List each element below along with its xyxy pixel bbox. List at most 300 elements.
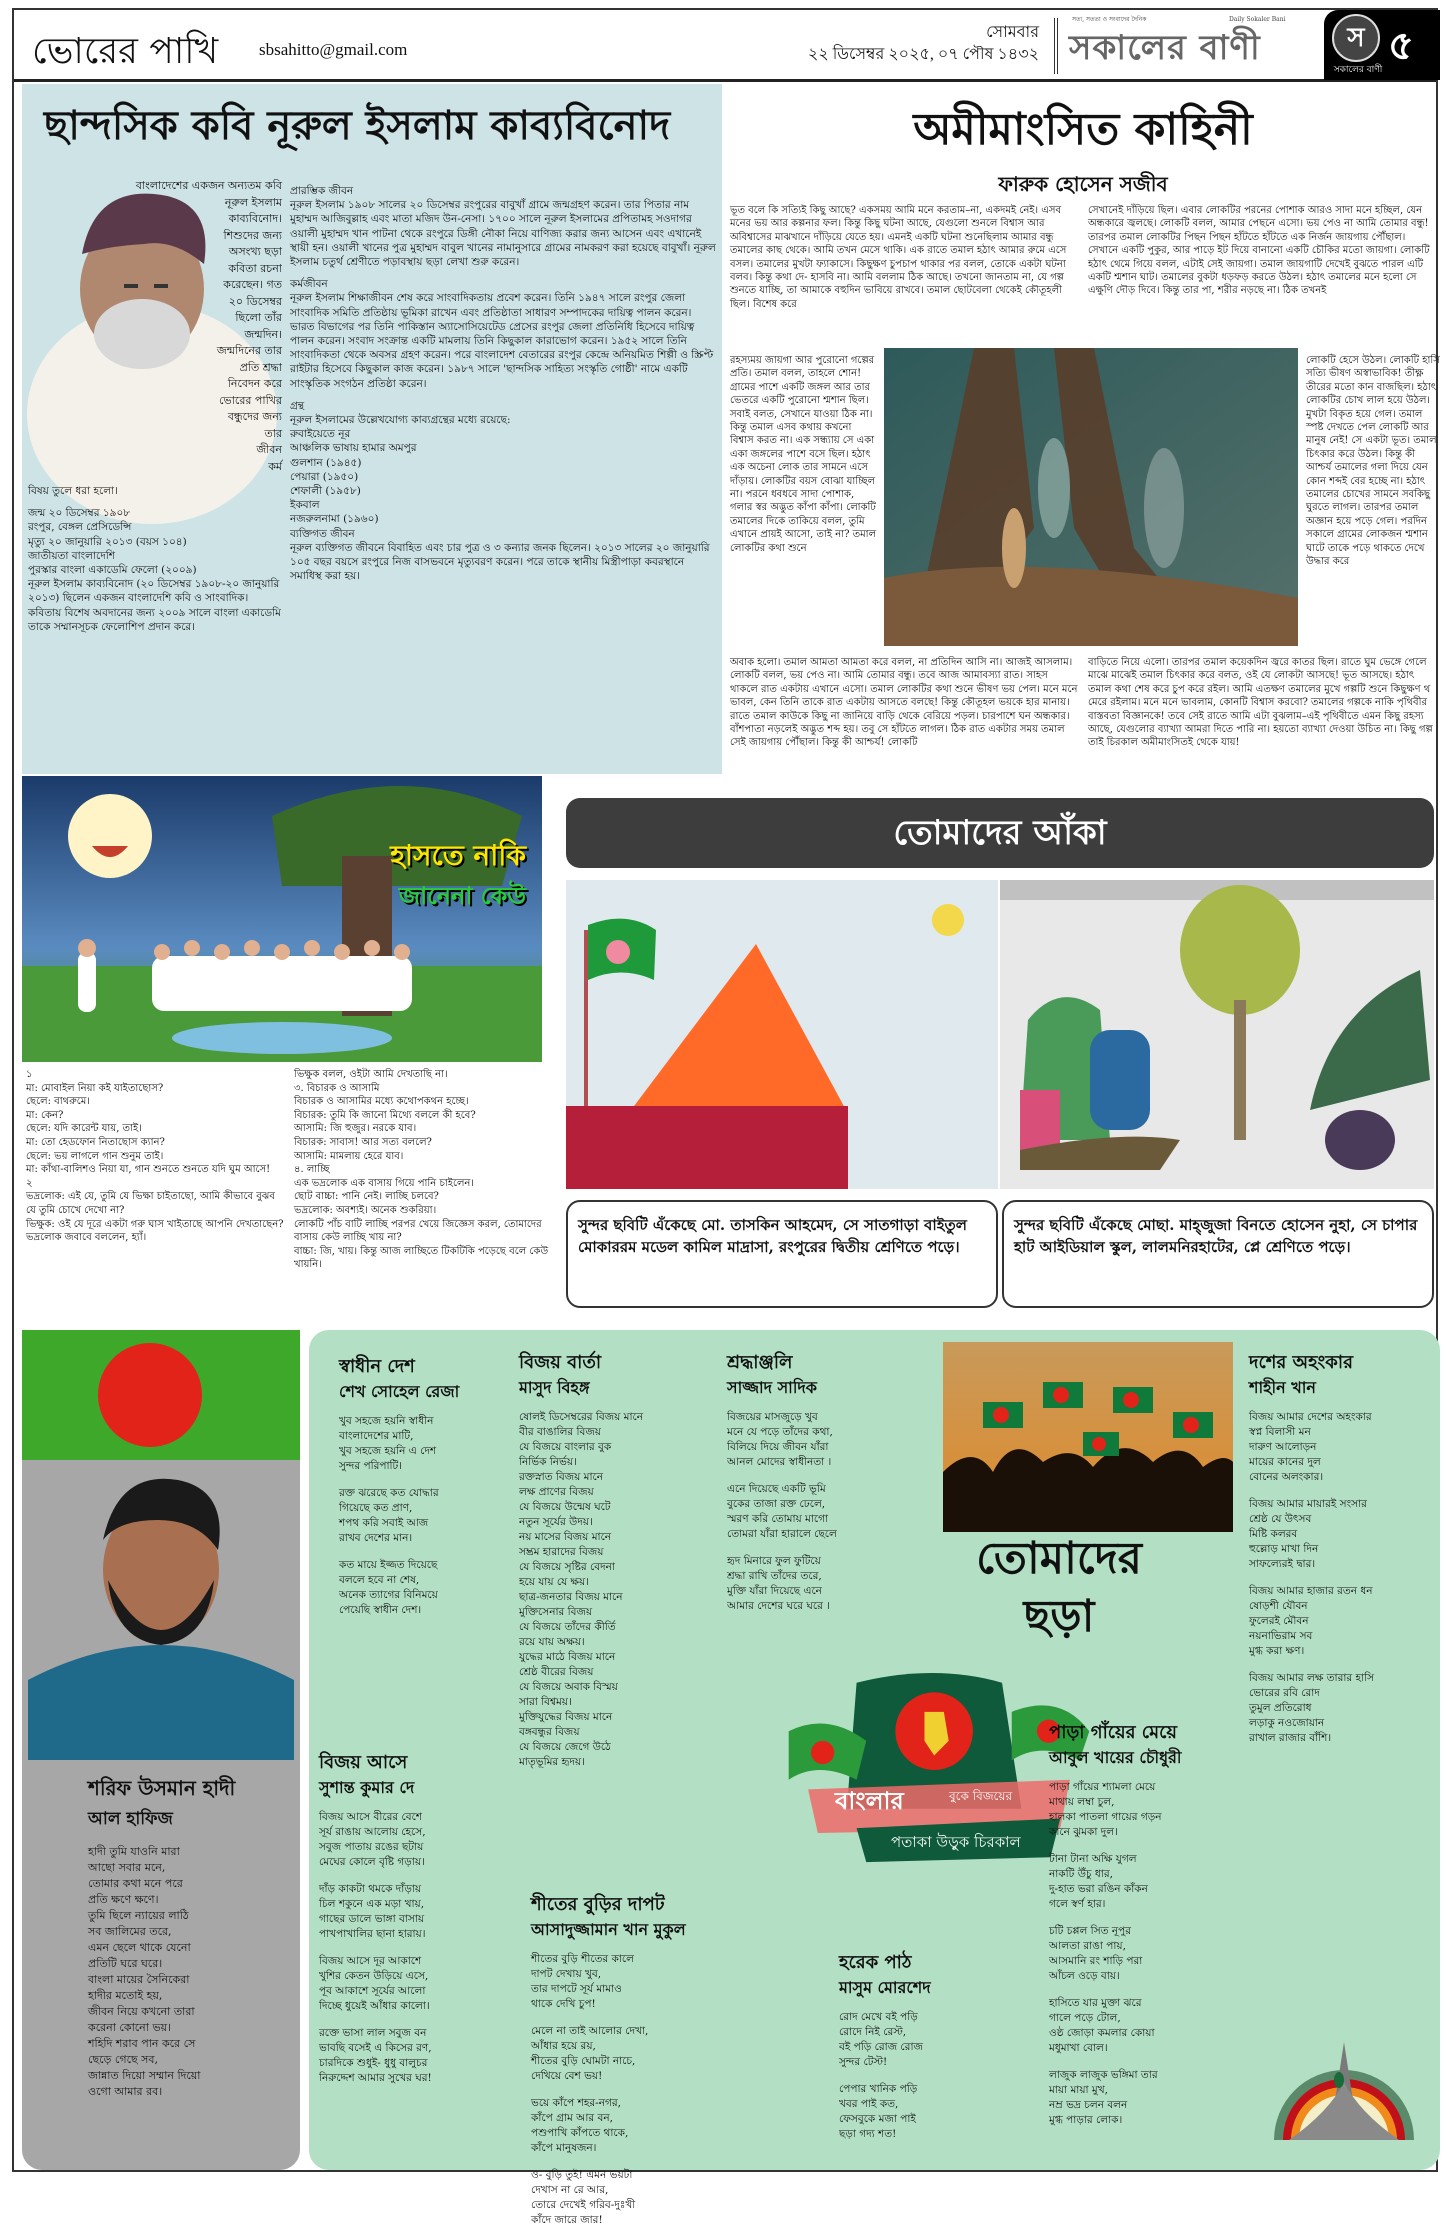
poem-line: দারুণ আলোড়ন <box>1249 1441 1317 1453</box>
fact-line: জন্ম ২০ ডিসেম্বর ১৯০৮ <box>28 507 131 520</box>
poem-line: মেঘের কোলে বৃষ্টি গড়ায়। <box>319 1856 425 1868</box>
intro-line: প্রতি শ্রদ্ধা <box>239 360 282 374</box>
poem-line: বই পড়ি রোজ রোজ <box>839 2041 923 2053</box>
story-article <box>726 84 1440 774</box>
poem-author: আল হাফিজ <box>88 1809 173 1829</box>
story-paragraph: বাড়িতে নিয়ে এলো। তারপর তমাল কয়েকদিন জ্বরে কাতর ছিল। রাতে ঘুম ভেঙ্গে গেলে মাঝে মাঝেই তমাল চিৎকার করে বলত, ওই যে লোকটা আসছে! ভূত আসছে। হঠাৎ তমাল কথা শেষ করে চুপ করে রইল। আমি এতক্ষণ তমালের মুখে গল্পটি শুনে কিছুক্ষণ থ মেরে রইলাম। মনে মনে ভাবলাম, কোনটি বিশ্বাস করবো? তমালের গল্পকে নাকি পৃথিবীর বাস্তবতা বিজ্ঞানকে! তবে সেই রাতে আমি এটা বুঝলাম–এই পৃথিবীতে এমন কিছু রহস্য আছে, যেগুলোর ব্যাখ্যা আমরা দিতে পারি না। হয়তো ব্যাখ্যা দেওয়া উচিত না। কিছু গল্প তাই চিরকাল অমীমাংসিতই থেকে যায়! <box>1088 657 1433 749</box>
poem-line: বিজয় আমার লক্ষ তারার হাসি <box>1249 1672 1375 1684</box>
personal-text: নূরুল ব্যক্তিগত জীবনে বিবাহিত এবং চার পুত্র ও ৩ কন্যার জনক ছিলেন। ২০১৩ সালের ২০ জানুয়ারি ১০৫ বছর বয়সে রংপুরে নিজ বাসভবনে মৃত্যুবরণ করেন। পরে তাকে স্থানীয় মিস্ত্রীপাড়া কবরস্থানে সমাধিস্থ করা হয়। <box>290 541 710 583</box>
poem-line: বিজয় আমার মায়ারই সংসার <box>1249 1498 1367 1510</box>
poem-line: পাড়া গাঁয়ের শ্যামলা মেয়ে <box>1049 1781 1156 1793</box>
joke-line: মা: মোবাইল নিয়া কই যাইতাছোস? <box>26 1082 164 1094</box>
poem-line: হাদী তুমি যাওনি মারা <box>88 1845 180 1858</box>
poem-line: খুব সহজে হয়নি এ দেশ <box>339 1445 437 1457</box>
poem-line: মুক্তিসেনার বিজয় <box>519 1606 593 1618</box>
poem-line: হাসিতে যার মুক্তা ঝরে <box>1049 1997 1142 2009</box>
poem-line: মেলে না তাই আলোর দেখা, <box>531 2025 649 2037</box>
poem-line: যে বিজয়ে সৃষ্টির বেদনা <box>519 1561 615 1573</box>
intro-line: ছিলো তাঁর <box>235 311 282 324</box>
joke-line: মা: তো হেডফোন নিতাছোস ক্যান? <box>26 1136 165 1148</box>
poem-line: রক্তস্নাত বিজয় মানে <box>519 1471 604 1483</box>
joke-line: ভদ্রলোক: অবশ্যই। অনেক শুকরিয়া। <box>294 1204 437 1216</box>
poem-line: গালে পড়ে টোল, <box>1049 2012 1121 2024</box>
poem-stanza <box>1049 2068 1249 2128</box>
poem-line: শহিদি শরাব পান করে সে <box>88 2037 196 2050</box>
poem-line: কাঁপে গ্রাম আর বন, <box>531 2112 613 2124</box>
poem-line: আঁচল ওড়ে বায়। <box>1049 1970 1120 1982</box>
intro-line: করেছেন। গত <box>223 278 282 291</box>
poem-line: গাছের ডালে ভাঙ্গা বাসায় <box>319 1913 425 1925</box>
poem-line: লাজুক লাজুক ভঙ্গিমা তার <box>1049 2069 1158 2081</box>
story-paragraph: অবাক হলো। তমাল আমতা আমতা করে বলল, না প্রতিদিন আসি না। আজই আসলাম। লোকটি বলল, ভয় পেও না। আমি তোমার বন্ধু। তবে আজ আমাবস্যা রাত। সাহস থাকলে রাত একটায় এখানে এসো। তমাল লোকটির কথা শুনে ভীষণ ভয় পেল। মনে মনে ভাবল, কেন তিনি তাকে রাত একটায় আসতে বলছে! কিন্তু কৌতূহল ভয়কে হার মানায়। রাতে তমাল কাউকে কিছু না জানিয়ে বাড়ি থেকে বেরিয়ে পড়ল। চারপাশে ঘন অন্ধকার। বাঁশপাতা নড়লেই অদ্ভুত শব্দ হয়। তবু সে হাঁটতে লাগল। ঠিক রাত একটার সময় তমাল সেই জায়গায় পৌঁছাল। কিন্তু কী আশ্চর্য! লোকটি <box>730 657 1078 749</box>
poem-line: রক্তে ভাসা লাল সবুজ বন <box>319 2027 427 2039</box>
poem-title: শরিফ উসমান হাদী <box>88 1776 236 1800</box>
poem-line: মিষ্টি কলরব <box>1249 1528 1298 1540</box>
poet-intro <box>122 178 282 475</box>
poem-line: প্রতি ক্ষণে ক্ষণে। <box>88 1893 159 1906</box>
poem-line: পেয়েছি স্বাধীন দেশ। <box>339 1604 422 1616</box>
poem-title: শ্রদ্ধাঞ্জলি <box>727 1352 793 1373</box>
poem-line: বিজয় আমার দেশের অহংকার <box>1249 1411 1372 1423</box>
logo-english: Daily Sokaler Bani <box>1229 16 1286 23</box>
poem-line: বোনের অলংকার। <box>1249 1471 1324 1483</box>
personal-heading: ব্যক্তিগত জীবন <box>290 527 355 540</box>
drawing-caption-2: সুন্দর ছবিটি এঁকেছে মোছা. মাহ্জুজা বিনতে হোসেন নুহা, সে চাপার হাট আইডিয়াল স্কুল, লালমনিরহাটের, প্লে শ্রেণিতে পড়ে। <box>1002 1200 1434 1308</box>
badge-caption: সকালের বাণী <box>1333 65 1383 75</box>
poem-line: তোমার কথা মনে পরে <box>88 1877 183 1890</box>
poem-line: চিল শকুনে এক মড়া খায়, <box>319 1898 425 1910</box>
poem-stanza <box>319 1810 514 1870</box>
poem-line: রয়ে যায় অক্ষয়। <box>519 1636 585 1648</box>
poem-line: মাথায় লম্বা চুল, <box>1049 1796 1115 1808</box>
poem-line: তুমি ছিলে ন্যায়ের লাঠি <box>88 1909 189 1922</box>
poem-line: মুগ্ধ পাড়ার লোক। <box>1049 2114 1123 2126</box>
poem <box>839 1950 1009 2154</box>
poem-line: বাংলাদেশের মাটি, <box>339 1430 414 1442</box>
joke-line: ৩. বিচারক ও আসামি <box>294 1082 380 1094</box>
poem-author: শাহীন খান <box>1249 1378 1316 1397</box>
poem-line: শীতের বুড়ি ঘোমটা নাচে, <box>531 2055 636 2067</box>
issue-date-text: ২২ ডিসেম্বর ২০২৫, ০৭ পৌষ ১৪৩২ <box>807 46 1039 63</box>
poem-line: তার দাপটে সূর্য মামাও <box>531 1983 622 1995</box>
story-paragraph: রহস্যময় জায়গা আর পুরোনো গল্পের প্রতি। তমাল বলল, তাহলে শোন! গ্রামের পাশে একটি জঙ্গল আর তার ভেতরে একটি পুরোনো শ্মশান ছিল। সবাই বলত, সেখানে যাওয়া ঠিক না। কিন্তু তমাল এসব কথায় কখনো বিশ্বাস করত না। এক সন্ধ্যায় সে একা একা জঙ্গলের পাশে বসে ছিল। হঠাৎ এক অচেনা লোক তার সামনে এসে দাঁড়ায়। লোকটির বয়স বোঝা যাচ্ছিল না। পরনে ধবধবে সাদা পোশাক, গলার স্বর অদ্ভুত কাঁপা কাঁপা। লোকটি তমালের দিকে তাকিয়ে বলল, তুমি এখানে প্রায়ই আসো, তাই না? তমাল লোকটির কথা শুনে <box>730 355 877 554</box>
poem-stanza <box>839 2010 1009 2070</box>
poem-stanza <box>88 1844 200 1908</box>
joke-line: ৪. লাচ্ছি <box>294 1164 330 1176</box>
poem-line: থাকে দেখি চুপ! <box>531 1998 596 2010</box>
poem-line: পূব আকাশে সূর্যের আলো <box>319 1985 426 1997</box>
poem-line: লক্ষ প্রাণের বিজয় <box>519 1486 594 1498</box>
poem-author: আবুল খায়ের চৌধুরী <box>1049 1748 1182 1767</box>
poet-biography <box>290 184 718 583</box>
poem-stanza <box>1249 1497 1434 1572</box>
poem-line: সব জালিমের তরে, <box>88 1925 172 1938</box>
poem-line: রক্ত ঝরেছে কত যোদ্ধার <box>339 1487 439 1499</box>
intro-line: ভোরের পাখির <box>219 393 282 407</box>
poem-line: যুদ্ধের মাঠে বিজয় মানে <box>519 1651 616 1663</box>
poem-line: জীবন নিয়ে কখনো তারা <box>88 2005 195 2018</box>
book-item: পেয়ারা (১৯৫০) <box>290 470 359 483</box>
poem-line: সারা বিশ্বময়। <box>519 1696 572 1708</box>
poem-author: আসাদুজ্জামান খান মুকুল <box>531 1920 686 1939</box>
poem-stanza <box>1049 1780 1249 1840</box>
poem-line: নাকটি উঁচু ধার, <box>1049 1868 1113 1880</box>
poem-stanza <box>839 2082 1009 2142</box>
joke-line: বিচারক: সাবাস! আর সত্য বললে? <box>294 1136 432 1148</box>
poem-line: ছাত্র-জনতার বিজয় মানে <box>519 1591 623 1603</box>
poem-line: মনে যে পড়ে তাঁদের কথা, <box>727 1426 833 1438</box>
intro-line: ২০ ডিসেম্বর <box>228 294 282 308</box>
poem-line: শ্রেষ্ঠ যে উৎসব <box>1249 1513 1312 1525</box>
poem-stanza <box>88 1972 200 2036</box>
poem-line: প্রতিটি ঘরে ঘরে। <box>88 1957 163 1970</box>
poem-line: যে বিজয়ে বাংলার বুক <box>519 1441 612 1453</box>
joke-line: ছেলে: ভয় লাগলে গান শুনুম তাই। <box>26 1150 164 1162</box>
poem-line: চারদিকে শুধুই- ধুধু বালুচর <box>319 2057 428 2069</box>
poem <box>319 1750 514 2098</box>
intro-line: জীবন <box>256 443 282 456</box>
image-title-line1: হাসতে নাকি <box>390 839 526 872</box>
poem-line: সুন্দর টেস্ট! <box>839 2056 888 2068</box>
bangladesh-flag-image <box>22 1330 300 1460</box>
poem-stanza <box>727 1410 927 1470</box>
poem <box>727 1350 927 1626</box>
poem-line: শীতের বুড়ি শীতের কালে <box>531 1953 634 1965</box>
poem-line: তোরে দেখেই গরিব-দুঃখী <box>531 2199 636 2211</box>
masthead <box>14 10 1436 82</box>
poet-facts <box>28 484 283 634</box>
poem-line: রোদে নিই রেস্ট, <box>839 2026 907 2038</box>
book-item: ইকবাল <box>290 499 320 512</box>
portrait-photo <box>28 1460 294 1760</box>
joke-line: লোকটি পাঁচ বাটি লাচ্ছি পরপর খেয়ে জিজ্ঞেস করল, তোমাদের বাসায় কেউ লাচ্ছি খায় না? <box>294 1218 542 1244</box>
story-headline: অমীমাংসিত কাহিনী <box>913 104 1253 155</box>
intro-line: নূরুল ইসলাম <box>224 195 282 209</box>
joke-line: মা: কাঁথা-বালিশও নিয়া যা, গান শুনতে শুনতে যদি ঘুম আসে! <box>26 1164 271 1176</box>
intro-tail: বিষয় তুলে ধরা হলো। <box>28 485 118 497</box>
jokes-column-2 <box>294 1068 552 1272</box>
poem-line: খুশির কেতন উড়িয়ে এসে, <box>319 1970 429 1982</box>
poem-author: সুশান্ত কুমার দে <box>319 1778 415 1797</box>
poem-line: এনে দিয়েছে একটি ভূমি <box>727 1483 826 1495</box>
joke-line: ভিক্ষুক বলল, ওইটা আমি দেখতাছি না। <box>294 1069 448 1080</box>
joke-line: বিচারক ও আসামির মধ্যে কথোপকথন হচ্ছে। <box>294 1096 469 1108</box>
poem-line: অনেক ত্যাগের বিনিময়ে <box>339 1589 438 1601</box>
poem-title: দশের অহংকার <box>1249 1352 1354 1373</box>
poem <box>531 1892 761 2240</box>
joke-line: ১ <box>26 1069 33 1080</box>
poem-line: হালকা পাতলা গায়ের গড়ন <box>1049 1811 1162 1823</box>
drawings-section <box>562 776 1440 1321</box>
intro-line: নিবেদন করে <box>227 377 282 390</box>
poem-line: আমার দেশের ঘরে ঘরে । <box>727 1600 830 1612</box>
newspaper-page <box>12 8 1440 2226</box>
poem-line: কত মায়ে ইজ্জত দিয়েছে <box>339 1559 438 1571</box>
poem-line: খবর পাই কত, <box>839 2098 899 2110</box>
poem-stanza <box>727 1554 927 1614</box>
poem-line: শ্রদ্ধা রাখি তাঁদের তরে, <box>727 1570 822 1582</box>
poem-line: টানা টানা অক্ষি যুগল <box>1049 1853 1137 1865</box>
poem-line: হুল্লোড় মাখা দিন <box>1249 1543 1319 1555</box>
drawing-caption-1: সুন্দর ছবিটি এঁকেছে মো. তাসকিন আহমেদ, সে সাতগাড়া বাইতুল মোকাররম মডেল কামিল মাদ্রাসা, রংপুরের দ্বিতীয় শ্রেণিতে পড়ে। <box>566 1200 998 1308</box>
banner-line2: বুকে বিজয়ের <box>949 1789 1013 1803</box>
poem-stanza <box>727 1482 927 1542</box>
poem-line: গিয়েছে কত প্রাণ, <box>339 1502 413 1514</box>
poem-line: কাঁদে জারে জার! <box>531 2214 603 2226</box>
fact-line: মৃত্যু ২০ জানুয়ারি ২০১৩ (বয়স ১০৪) <box>28 535 187 548</box>
logo-emblem-icon: স <box>1332 14 1380 62</box>
rhymes-section-title <box>969 1530 1149 1646</box>
intro-line: কবিতা রচনা <box>228 261 282 275</box>
poem-line: শ্রেষ্ঠ বীরের বিজয় <box>519 1666 594 1678</box>
flag-crowd-image <box>943 1342 1233 1532</box>
poem-line: ছড়া গদ্য শত! <box>839 2128 897 2140</box>
poem-stanza <box>1249 1584 1434 1659</box>
poem-line: ফুলেরই মৌবন <box>1249 1615 1309 1627</box>
poem-line: ও- বুড়ি তুই! এমন ভয়টা <box>531 2169 633 2181</box>
poem-line: বিজয় আমার হাজার রতন ধন <box>1249 1585 1373 1597</box>
joke-line: ভদ্রলোক জবাবে বললেন, হ্যাঁ। <box>26 1232 147 1244</box>
book-item: রুবাইয়েতে নূর <box>290 428 351 441</box>
poem-line: পাখপাখালির ছানা হারায়। <box>319 1928 426 1940</box>
rhymes-title-line2: ছড়া <box>1023 1591 1095 1642</box>
poem-line: বিজয় আসে দূর আকাশে <box>319 1955 422 1967</box>
poem-line: দাঁড় কাকটা থমকে দাঁড়ায় <box>319 1883 422 1895</box>
laughing-kids-illustration <box>22 776 542 1062</box>
poem-line: ষোলই ডিসেম্বরের বিজয় মানে <box>519 1411 644 1423</box>
poem-line: মায়া মায়া মুখ, <box>1049 2084 1108 2096</box>
drawing-martyr-monument <box>566 880 998 1189</box>
poem-line: আলতা রাঙা পায়, <box>1049 1940 1126 1952</box>
poem-line: স্বপ্ন বিলাসী মন <box>1249 1426 1311 1438</box>
poem-stanza <box>319 1882 514 1942</box>
poem-line: মুক্তি যাঁরা দিয়েছে এনে <box>727 1585 822 1597</box>
joke-line: মা: কেন? <box>26 1109 64 1121</box>
poem-line: বঙ্গবন্ধুর বিজয় <box>519 1726 580 1738</box>
poem-line: রোদ মেখে বই পড়ি <box>839 2011 918 2023</box>
joke-line: ২ <box>26 1177 33 1189</box>
story-paragraph: ভূত বলে কি সত্যিই কিছু আছে? একসময় আমি মনে করতাম–না, একদমই নেই। এসব মনের ভয় আর কল্পনার ফল। কিন্তু কিছু ঘটনা আছে, যেগুলো শুনলে বিশ্বাস আর অবিশ্বাসের মাঝখানে দাঁড়িয়ে যেতে হয়। এমনই একটি ঘটনা শুনেছিলাম আমার বন্ধু তমালের কাছ থেকে। আমি তখন মেসে থাকি। এক রাতে তমাল হঠাৎ আমার রুমে এসে বসল। তমালের মুখটা ফ্যাকাসে। কিছুক্ষণ চুপচাপ থাকার পর বলল, তোকে একটা ঘটনা বলব। কিন্তু কথা দে- হাসবি না। আমি বললাম ঠিক আছে। তখনো জানতাম না, যে গল্প শুনতে যাচ্ছি, তা আমাকে বহুদিন ভাবিয়ে রাখবে। তমাল ছোটবেলা থেকেই কৌতূহলী ছিল। বিশেষ করে <box>730 205 1067 310</box>
issue-date <box>794 22 1039 66</box>
poem-stanza <box>531 2168 761 2228</box>
book-item: নজরুলনামা (১৯৬০) <box>290 513 379 526</box>
poem-line: মুগ্ধ করা ক্ষণ। <box>1249 1645 1305 1657</box>
poem-stanza <box>1249 1671 1434 1746</box>
joke-line: বাচ্চা: জি, খায়। কিন্তু আজ লাচ্ছিতে টিকটিকি পড়েছে বলে কেউ খায়নি। <box>294 1245 549 1271</box>
poem-line: মুক্তিযুদ্ধের বিজয় মানে <box>519 1711 613 1723</box>
intro-line: বাংলাদেশের একজন অন্যতম কবি <box>135 179 282 192</box>
poem-line: হাদীর মতোই হয়, <box>88 1989 163 2002</box>
poem-line: দেখিয়ে বেশ ভয়! <box>531 2070 603 2082</box>
early-life-text: নূরুল ইসলাম ১৯০৮ সালের ২০ ডিসেম্বর রংপুরের বাবুখাঁ গ্রামে জন্মগ্রহণ করেন। তার পিতার নাম মুহাম্মদ আজিবুল্লাহ এবং মাতা মজিদ উন-নেসা। ১৭০০ সালে নূরুল ইসলামের প্রপিতামহ সওদাগর ওয়ালী মুহাম্মদ খান পাটনা থেকে রংপুরে ডিঙ্গী নৌকা নিয়ে বাণিজ্য করার জন্য আসেন এবং এখানেই স্থায়ী হন। ওয়ালী খানের পুত্র মুহাম্মদ বাবুল খানের নামানুসারে গ্রামের নামকরণ করা হয়েছে বাবুখাঁ। নূরুল ইসলাম চতুর্থ শ্রেণীতে পড়াবস্থায় ছড়া লেখা শুরু করেন। <box>290 199 716 269</box>
poem-title: পাড়া গাঁয়ের মেয়ে <box>1049 1722 1177 1743</box>
poem-line: করেনা কোনো ভয়। <box>88 2021 172 2034</box>
rhymes-section <box>309 1330 1440 2226</box>
section-title: ভোরের পাখি <box>32 31 219 72</box>
poem-line: ভাবছি বসেই এ কিসের রণ, <box>319 2042 432 2054</box>
poem-line: বাংলা মায়ের সৈনিকেরা <box>88 1973 190 1986</box>
national-memorial-emblem <box>1269 2022 1419 2142</box>
poem-line: এমন ছেলে থাকে যেনো <box>88 1941 191 1954</box>
story-paragraph: সেখানেই দাঁড়িয়ে ছিল। এবার লোকটির পরনের পোশাক আরও সাদা মনে হচ্ছিল, যেন অন্ধকারে জ্বলছে। লোকটি বলল, আমার পেছনে এসো। ভয় পেও না আমি তোমার বন্ধু! তারপর তমাল লোকটির পিছন পিছন হাঁটতে হাঁটতে এক নির্জন জায়গায় পৌঁছাল। সেখানে একটি পুকুর, আর পাড়ে ইট দিয়ে বানানো একটি চৌকির মতো জায়গা। লোকটি হঠাৎ থেমে গিয়ে বলল, এটাই সেই জায়গা। তমাল জায়গাটি দেখেই বুঝতে পারল এটি একটি শ্মশান ঘাট। তমালের বুকটা ধড়ফড় করতে উঠল। হঠাৎ তমালের মনে হলো সে এক্ষুণি দৌড় দিবে। কিন্তু তার পা, শরীর নড়ছে না। ঠিক তখনই <box>1088 205 1430 297</box>
poem <box>1249 1350 1434 1758</box>
joke-line: ছেলে: বাথরুমে। <box>26 1096 90 1108</box>
intro-line: কর্ম <box>268 459 282 473</box>
page-number: ৫ <box>1388 22 1414 69</box>
poem-line: পেপার খানিক পড়ি <box>839 2083 918 2095</box>
poem-title: স্বাধীন দেশ <box>339 1356 415 1377</box>
joke-line: আসামি: জি হুজুর। নরকে যাব। <box>294 1123 417 1135</box>
jokes-column-1 <box>26 1068 284 1245</box>
poem-line: নয়নাভিরাম সব <box>1249 1630 1313 1642</box>
joke-line: ভিক্ষুক: ওই যে দূরে একটা গরু ঘাস খাইতাছে আপনি দেখতাছেন? <box>26 1218 284 1230</box>
poem-stanza <box>1049 1996 1249 2056</box>
poem-line: সূর্য রাঙায় আলোয় হেসে, <box>319 1826 426 1838</box>
poem-line: ভয়ে কাঁপে শহর-নগর, <box>531 2097 621 2109</box>
poem-line: হয়ে যায় যে ক্ষয়। <box>519 1576 589 1588</box>
poem-author: শেখ সোহেল রেজা <box>339 1382 460 1401</box>
poem-line: নম্র ভদ্র চলন বলন <box>1049 2099 1128 2111</box>
poem-stanza <box>1049 1924 1249 1984</box>
poem-line: ওষ্ঠ জোড়া কমলার কোয়া <box>1049 2027 1155 2039</box>
poem-line: সবুজ পাতায় রঙের ছটায় <box>319 1841 424 1853</box>
poet-headline: ছান্দসিক কবি নূরুল ইসলাম কাব্যবিনোদ <box>44 102 671 149</box>
ghost-tree-illustration <box>884 348 1298 646</box>
poem-line: রাখব দেশের মান। <box>339 1532 413 1544</box>
poem-line: যে বিজয়ে জেগে উঠে <box>519 1741 611 1753</box>
poem-author: মাসুদ বিহঙ্গ <box>519 1378 590 1397</box>
poem-line: সুন্দর পরিপাটি। <box>339 1460 403 1472</box>
intro-line: অসংখ্য ছড়া <box>228 245 282 258</box>
poem-line: বুকের তাজা রক্ত ঢেলে, <box>727 1498 826 1510</box>
poem-line: আঁধার হয়ে রয়, <box>531 2040 596 2052</box>
poem-stanza <box>531 1952 761 2012</box>
rhymes-title-line1: তোমাদের <box>976 1533 1142 1584</box>
poem <box>339 1354 509 1630</box>
career-text: নূরুল ইসলাম শিক্ষাজীবন শেষ করে সাংবাদিকতায় প্রবেশ করেন। তিনি ১৯৪৭ সালে রংপুর জেলা সাংবাদিক সমিতি প্রতিষ্ঠায় ভূমিকা রাখেন এবং প্রতিষ্ঠাতা সাধারণ সম্পাদকের দায়িত্ব পালন করেন। ভারত বিভাগের পর তিনি পাকিস্তান অ্যাসোসিয়েটেড প্রেসের রংপুর জেলা প্রতিনিধি হিসেবে দায়িত্ব পালন করেন। সংবাদ সংক্রান্ত একটি মামলায় তিনি কিছুকাল কারাভোগ করেন। ১৯৫২ সালে তিনি সাংবাদিকতা থেকে অবসর গ্রহণ করেন। পরে বাংলাদেশ বেতারের রংপুর কেন্দ্রে অনিয়মিত শিল্পী ও স্ক্রিপ্ট রাইটার হিসেবে কিছুকাল কাজ করেন। ১৯৮৭ সালে 'ছান্দসিক সাহিত্য সংস্কৃতি গোষ্ঠী' নামে একটি সাংস্কৃতিক সংগঠন প্রতিষ্ঠা করেন। <box>290 292 714 390</box>
poem-line: যে বিজয়ে উন্মেষ ঘটে <box>519 1501 611 1513</box>
poem-line: বীর বাঙালির বিজয় <box>519 1426 601 1438</box>
poem-title: শীতের বুড়ির দাপট <box>531 1894 665 1915</box>
joke-line: ভদ্রলোক: এই যে, তুমি যে ভিক্ষা চাইতাছো, আমি কীভাবে বুঝব যে তুমি চোখে দেখো না? <box>26 1191 275 1216</box>
intro-line: জন্মদিনের তার <box>216 344 282 357</box>
poem-line: বিলিয়ে দিয়ে জীবন যাঁরা <box>727 1441 829 1453</box>
poem-line: জান্নাত দিয়ো সম্মান দিয়ো <box>88 2069 201 2082</box>
career-heading: কর্মজীবন <box>290 278 328 291</box>
fact-line: জাতীয়তা বাংলাদেশি <box>28 549 115 562</box>
poem-line: কাঁপে মানুষজন। <box>531 2142 597 2154</box>
poem-stanza <box>88 1908 200 1972</box>
tribute-panel <box>22 1330 300 2170</box>
banner-line3: পতাকা উড়ুক চিরকাল <box>891 1833 1021 1851</box>
intro-line: জন্মদিন। <box>244 327 282 341</box>
poet-article <box>22 84 722 774</box>
poem-line: নয় মাসের বিজয় মানে <box>519 1531 612 1543</box>
poem-line: ওগো আমার রব। <box>88 2085 163 2098</box>
poem-line: আছো সবার মনে, <box>88 1861 166 1874</box>
poem-body <box>88 1844 200 2100</box>
banner-line1: বাংলার <box>835 1786 904 1815</box>
poem-line: আনল মোদের স্বাধীনতা । <box>727 1456 832 1468</box>
page-badge <box>1324 10 1440 80</box>
poem-line: তোমরা যাঁরা হারালে ছেলে <box>727 1528 837 1540</box>
contact-email[interactable]: sbsahitto@gmail.com <box>259 40 408 59</box>
intro-line: শিশুদের জন্য <box>223 228 282 242</box>
poem-stanza <box>339 1558 509 1618</box>
poem-line: বিজয়ের মাসজুড়ে খুব <box>727 1411 818 1423</box>
poem-line: ছেড়ে গেছে সব, <box>88 2053 159 2066</box>
poem-line: আসমানি রং শাড়ি পরা <box>1049 1955 1143 1967</box>
poem-line: দাপট দেখায় খুব, <box>531 1968 602 1980</box>
poem-line: নির্ভিক নির্ভয়। <box>519 1456 577 1468</box>
poem-line: তুমুল প্রতিরোধ <box>1249 1702 1312 1714</box>
fact-line: রংপুর, বেঙ্গল প্রেসিডেন্সি <box>28 521 132 534</box>
jokes-section <box>22 776 562 1321</box>
poem-line: পশুপাখি কাঁপতে থাকে, <box>531 2127 629 2139</box>
poem-line: দিচ্ছে ধুয়েই আঁধার কালো। <box>319 2000 430 2012</box>
poem-author: মাসুম মোরশেদ <box>839 1978 931 1997</box>
poem-line: চটি চপ্পল সিত নূপুর <box>1049 1925 1132 1937</box>
drawing-village-trees <box>1000 880 1434 1189</box>
story-author: ফারুক হোসেন সজীব <box>998 172 1168 196</box>
poem-stanza <box>531 2024 761 2084</box>
poem-stanza <box>339 1486 509 1546</box>
poem-author: সাজ্জাদ সাদিক <box>727 1378 818 1397</box>
poem-line: গলে স্বর্ণ হার। <box>1049 1898 1106 1910</box>
poem-stanza <box>88 2036 200 2100</box>
poem-line: যে বিজয়ে অবাক বিস্ময় <box>519 1681 618 1693</box>
poem-line: নিরুদ্দেশ আমার সুখের ঘর! <box>319 2072 432 2084</box>
poem-line: সাফল্যেরই দ্বার। <box>1249 1558 1316 1570</box>
intro-line: কাব্যবিনোদ। <box>228 212 282 225</box>
poem-line: দেখাস না রে আর, <box>531 2184 609 2196</box>
poem-line: মাতৃভূমির হৃদয়। <box>519 1756 585 1768</box>
joke-line: বিচারক: তুমি কি জানো মিথ্যে বললে কী হবে? <box>294 1109 476 1121</box>
poem-line: ফেসবুকে মজা পাই <box>839 2113 916 2125</box>
poem-stanza <box>319 1954 514 2014</box>
books-heading: গ্রন্থ <box>290 399 305 412</box>
poem-line: সম্ভ্রম হারাদের বিজয় <box>519 1546 604 1558</box>
poem-title: বিজয় আসে <box>319 1752 408 1773</box>
intro-line: বন্ধুদের জন্য <box>227 410 282 423</box>
poet-summary: নূরুল ইসলাম কাব্যবিনোদ (২০ ডিসেম্বর ১৯০৮-২০ জানুয়ারি ২০১৩) ছিলেন একজন বাংলাদেশি কবি ও সাংবাদিক। কবিতায় বিশেষ অবদানের জন্য ২০০৯ সালে বাংলা একাডেমি তাকে সম্মানসূচক ফেলোশিপ প্রদান করে। <box>28 578 281 633</box>
fact-line: পুরস্কার বাংলা একাডেমি ফেলো (২০০৯) <box>28 564 197 577</box>
book-item: শেফালী (১৯৫৮) <box>290 485 361 498</box>
poem-stanza <box>339 1414 509 1474</box>
poem-line: মধুমাখা বোল। <box>1049 2042 1108 2054</box>
poem-stanza <box>319 2026 514 2086</box>
joke-line: এক ভদ্রলোক এক বাসায় গিয়ে পানি চাইলেন। <box>294 1177 474 1189</box>
joke-line: আসামি: মামলায় হেরে যাব। <box>294 1150 404 1162</box>
poem-line: স্মরণ করি তোমায় মাগো <box>727 1513 829 1525</box>
poem-line: হৃদ মিনারে ফুল ফুটিয়ে <box>727 1555 821 1567</box>
poem-line: শপথ করি সবাই আজ <box>339 1517 429 1529</box>
logo-tagline: সত্য, সততা ও সংবাদের দৈনিক <box>1072 16 1147 23</box>
newspaper-logo: সকালের বাণী <box>1069 28 1261 68</box>
joke-line: ছোট বাচ্চা: পানি নেই। লাচ্ছি চলবে? <box>294 1191 439 1203</box>
poem-stanza <box>1049 1852 1249 1912</box>
masthead-divider <box>1054 18 1058 74</box>
poem-stanza <box>531 2096 761 2156</box>
book-item: আঞ্চলিক ভাষায় হামার অমপুর <box>290 442 417 455</box>
poem-title: বিজয় বার্তা <box>519 1352 602 1373</box>
poem-line: দু-হাত ভরা রঙিন কাঁকন <box>1049 1883 1148 1895</box>
intro-line: তার <box>264 426 282 440</box>
issue-day: সোমবার <box>986 24 1039 41</box>
drawings-banner: তোমাদের আঁকা <box>566 798 1434 868</box>
poem-stanza <box>1249 1410 1434 1485</box>
book-item: গুলশান (১৯৪৫) <box>290 456 362 469</box>
